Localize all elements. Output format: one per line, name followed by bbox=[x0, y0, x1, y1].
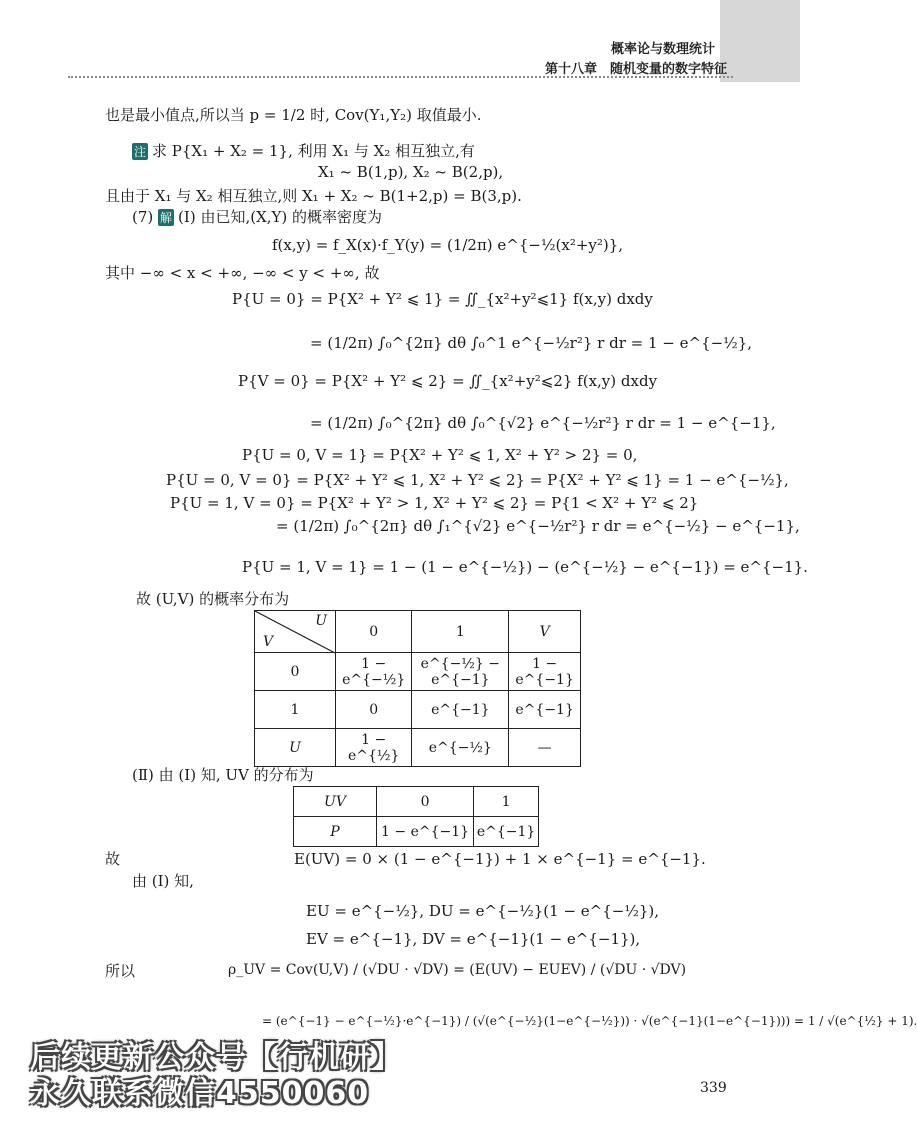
equation-pu1v0: P{U = 1, V = 0} = P{X² + Y² > 1, X² + Y² ⩽ 2} = P{1 < X² + Y² ⩽ 2} bbox=[170, 494, 699, 512]
table1-cell: e^{−½} − e^{−1} bbox=[412, 653, 509, 691]
text-line-17: 故 (U,V) 的概率分布为 bbox=[136, 590, 290, 608]
equation-eu-du: EU = e^{−½}, DU = e^{−½}(1 − e^{−½}), bbox=[306, 902, 660, 920]
text-line-1: 也是最小值点,所以当 p = 1/2 时, Cov(Y₁,Y₂) 取值最小. bbox=[105, 106, 482, 124]
watermark-line-2: 永久联系微信4550060 bbox=[30, 1076, 370, 1111]
text-line-7: 其中 −∞ < x < +∞, −∞ < y < +∞, 故 bbox=[105, 264, 380, 282]
table2-cell: e^{−1} bbox=[474, 817, 539, 847]
text-line-2: 求 P{X₁ + X₂ = 1}, 利用 X₁ 与 X₂ 相互独立,有 bbox=[152, 142, 475, 160]
table2-cell: 1 − e^{−1} bbox=[377, 817, 474, 847]
table1-cell: e^{−1} bbox=[509, 691, 581, 729]
equation-pu0: P{U = 0} = P{X² + Y² ⩽ 1} = ∬_{x²+y²⩽1} f(x,y) dxdy bbox=[232, 290, 653, 308]
text-line-5: (Ⅰ) 由已知,(X,Y) 的概率密度为 bbox=[178, 208, 383, 226]
equation-pv0: P{V = 0} = P{X² + Y² ⩽ 2} = ∬_{x²+y²⩽2} f(x,y) dxdy bbox=[238, 372, 658, 390]
equation-pu0-result: = (1/2π) ∫₀^{2π} dθ ∫₀^1 e^{−½r²} r dr = 1 − e^{−½}, bbox=[310, 334, 753, 352]
equation-rho-result: = (e^{−1} − e^{−½}·e^{−1}) / (√(e^{−½}(1−e^{−½})) · √(e^{−1}(1−e^{−1}))) = 1 / √(e^{½} + 1). bbox=[262, 1014, 917, 1028]
solution-tag: 解 bbox=[160, 211, 173, 225]
equation-density: f(x,y) = f_X(x)·f_Y(y) = (1/2π) e^{−½(x²+y²)}, bbox=[272, 236, 624, 254]
table1-cell: e^{−½} bbox=[412, 729, 509, 767]
table2-cell: P bbox=[294, 817, 377, 847]
header-divider bbox=[68, 76, 733, 78]
equation-pu0v1: P{U = 0, V = 1} = P{X² + Y² ⩽ 1, X² + Y² > 2} = 0, bbox=[242, 446, 638, 464]
text-line-4: 且由于 X₁ 与 X₂ 相互独立,则 X₁ + X₂ ~ B(1+2,p) = B(3,p). bbox=[105, 187, 522, 205]
table1-cell: 1 − e^{−1} bbox=[509, 653, 581, 691]
equation-pu1v1: P{U = 1, V = 1} = 1 − (1 − e^{−½}) − (e^{−½} − e^{−1}) = e^{−1}. bbox=[242, 558, 808, 576]
equation-pu1v0-result: = (1/2π) ∫₀^{2π} dθ ∫₁^{√2} e^{−½r²} r dr = e^{−½} − e^{−1}, bbox=[276, 517, 800, 535]
table1-cell: 1 − e^{−½} bbox=[336, 653, 412, 691]
solution-line bbox=[132, 206, 382, 227]
header-chapter-title: 第十八章 随机变量的数字特征 bbox=[545, 62, 728, 77]
table1-row-label: U bbox=[255, 729, 336, 767]
equation-rho: ρ_UV = Cov(U,V) / (√DU · √DV) = (E(UV) − EUEV) / (√DU · √DV) bbox=[228, 962, 687, 978]
corner-shade bbox=[720, 0, 800, 82]
text-line-3: X₁ ~ B(1,p), X₂ ~ B(2,p), bbox=[318, 163, 504, 181]
note-line bbox=[132, 140, 475, 161]
equation-pu0v0: P{U = 0, V = 0} = P{X² + Y² ⩽ 1, X² + Y² ⩽ 2} = P{X² + Y² ⩽ 1} = 1 − e^{−½}, bbox=[166, 471, 789, 489]
equation-ev-dv: EV = e^{−1}, DV = e^{−1}(1 − e^{−1}), bbox=[306, 930, 641, 948]
text-line-19-prefix: 故 bbox=[105, 850, 121, 868]
table1-cell: — bbox=[509, 729, 581, 767]
page-number: 339 bbox=[700, 1080, 727, 1096]
text-line-18: (Ⅱ) 由 (Ⅰ) 知, UV 的分布为 bbox=[132, 766, 314, 784]
table1-col-header: V bbox=[509, 611, 581, 653]
table2-header: 1 bbox=[474, 787, 539, 817]
header-book-title: 概率论与数理统计 bbox=[611, 42, 716, 57]
text-line-20: 由 (Ⅰ) 知, bbox=[132, 872, 194, 890]
table1-col-header: 0 bbox=[336, 611, 412, 653]
table1-cell: 0 bbox=[336, 691, 412, 729]
table1-col-header: 1 bbox=[412, 611, 509, 653]
table2-header: UV bbox=[294, 787, 377, 817]
table1-row-label: 1 bbox=[255, 691, 336, 729]
corner-bottom-label: V bbox=[263, 634, 274, 650]
corner-top-label: U bbox=[315, 613, 327, 629]
table1-cell: e^{−1} bbox=[412, 691, 509, 729]
text-line-23-prefix: 所以 bbox=[105, 962, 136, 980]
note-tag: 注 bbox=[134, 145, 147, 159]
solution-number: (7) bbox=[132, 208, 154, 226]
table1-corner bbox=[255, 611, 336, 653]
joint-distribution-table bbox=[254, 610, 581, 767]
equation-euv: E(UV) = 0 × (1 − e^{−1}) + 1 × e^{−1} = e^{−1}. bbox=[294, 850, 706, 868]
table1-cell: 1 − e^{½} bbox=[336, 729, 412, 767]
equation-pv0-result: = (1/2π) ∫₀^{2π} dθ ∫₀^{√2} e^{−½r²} r dr = 1 − e^{−1}, bbox=[310, 414, 776, 432]
table2-header: 0 bbox=[377, 787, 474, 817]
watermark-line-1: 后续更新公众号【行机研】 bbox=[30, 1040, 402, 1075]
table1-row-label: 0 bbox=[255, 653, 336, 691]
uv-distribution-table bbox=[293, 786, 539, 847]
